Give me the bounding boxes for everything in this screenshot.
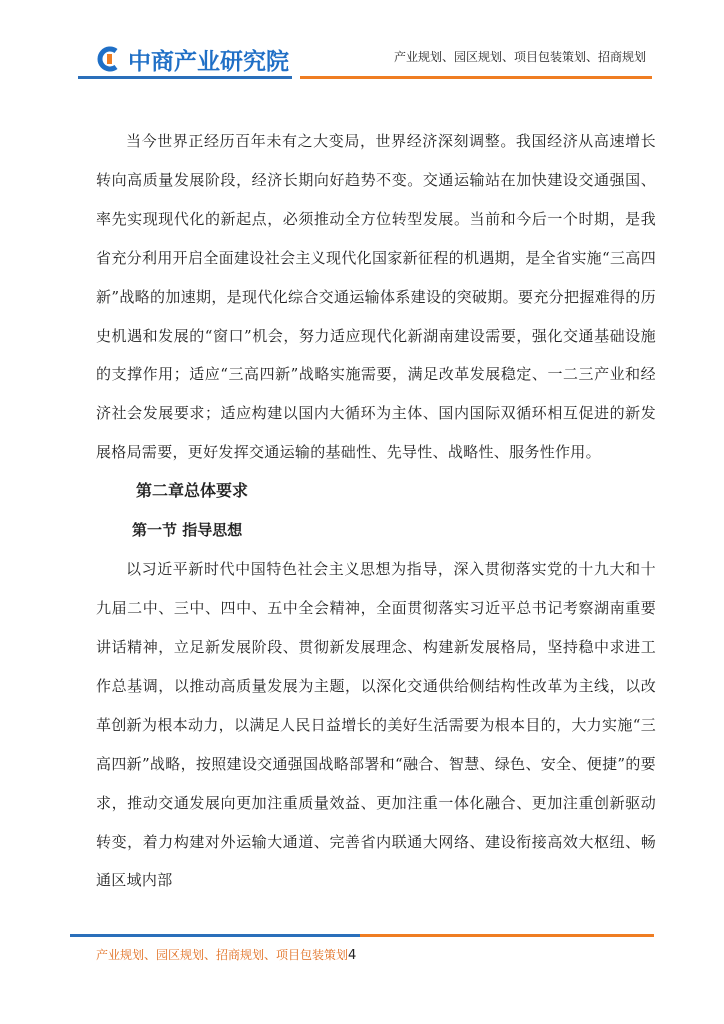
logo [96,42,289,76]
page-header [0,0,724,90]
chapter-title: 第二章总体要求 [136,481,249,501]
footer-rule-blue [70,934,360,937]
page-footer [96,946,356,963]
intro-paragraph: 当今世界正经历百年未有之大变局，世界经济深刻调整。我国经济从高速增长转向高质量发展阶段，经济长期向好趋势不变。交通运输站在加快建设交通强国、率先实现现代化的新起点，必须推动全方位转型发展。当前和今后一个时期，是我省充分利用开启全面建设社会主义现代化国家新征程的机遇期，是全省实施“三高四新”战略的加速期，是现代化综合交通运输体系建设的突破期。要充分把握难得的历史机遇和发展的“窗口”机会，努力适应现代化新湖南建设需要，强化交通基础设施的支撑作用；适应“三高四新”战略实施需要，满足改革发展稳定、一二三产业和经济社会发展要求；适应构建以国内大循环为主体、国内国际双循环相互促进的新发展格局需要，更好发挥交通运输的基础性、先导性、战略性、服务性作用。 [96,132,656,462]
header-rule-orange [300,76,652,79]
document-body [96,122,656,900]
guiding-ideology-paragraph: 以习近平新时代中国特色社会主义思想为指导，深入贯彻落实党的十九大和十九届二中、三中、四中、五中全会精神，全面贯彻落实习近平总书记考察湖南重要讲话精神，立足新发展阶段、贯彻新发展理念、构建新发展格局，坚持稳中求进工作总基调，以推动高质量发展为主题，以深化交通供给侧结构性改革为主线，以改革创新为根本动力，以满足人民日益增长的美好生活需要为根本目的，大力实施“三高四新”战略，按照建设交通强国战略部署和“融合、智慧、绿色、安全、便捷”的要求，推动交通发展向更加注重质量效益、更加注重一体化融合、更加注重创新驱动转变，着力构建对外运输大通道、完善省内联通大网络、建设衔接高效大枢纽、畅通区域内部 [96,560,656,890]
header-tagline: 产业规划、园区规划、项目包装策划、招商规划 [393,50,646,64]
section-title: 第一节 指导思想 [132,521,243,540]
page-number: 4 [348,948,357,963]
footer-tagline: 产业规划、园区规划、招商规划、项目包装策划 [96,948,349,962]
header-rule-blue [78,76,292,79]
c-shaped-logo-icon [96,45,124,73]
logo-text: 中商产业研究院 [128,48,289,75]
footer-rule-orange [360,934,654,937]
